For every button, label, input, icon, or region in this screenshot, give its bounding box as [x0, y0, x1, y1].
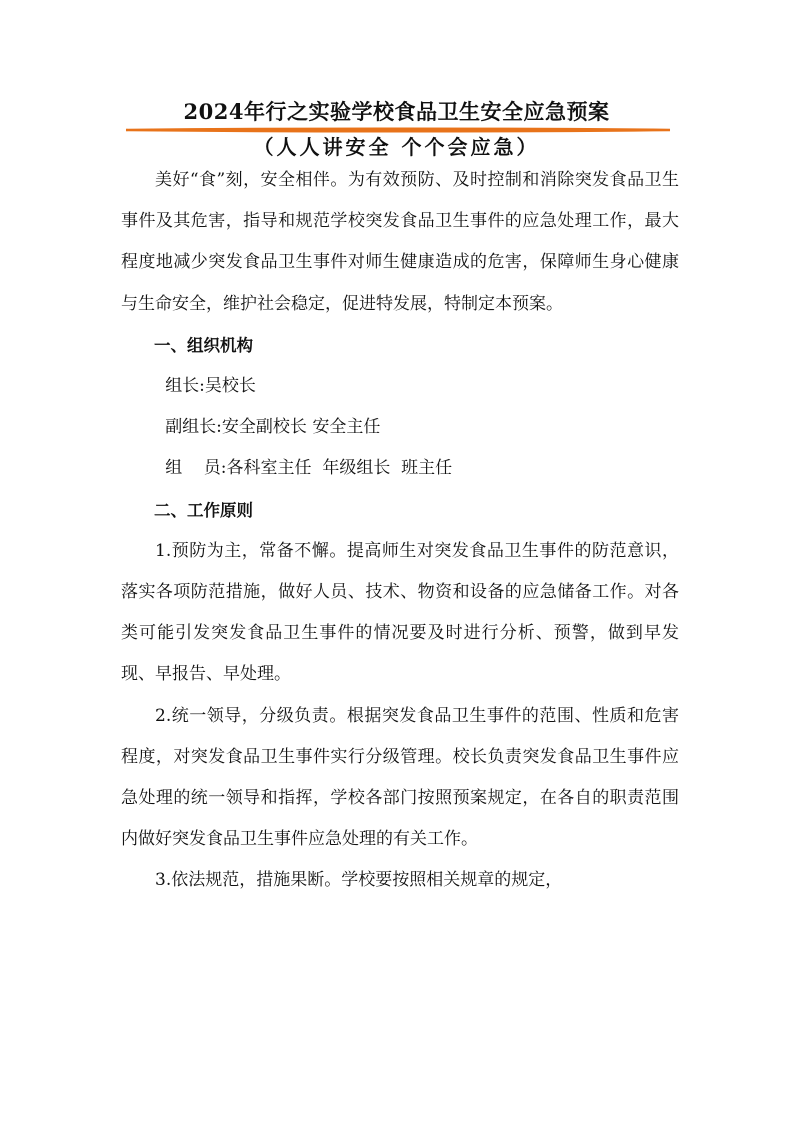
intro-paragraph: 美好“食”刻，安全相伴。为有效预防、及时控制和消除突发食品卫生事件及其危害，指导和规范学校突发食品卫生事件的应急处理工作，最大程度地减少突发食品卫生事件对师生健康造成的危害，保障师生身心健康与生命安全，维护社会稳定，促进特发展，特制定本预案。 [121, 170, 679, 314]
document-title: 2024年行之实验学校食品卫生安全应急预案 [183, 99, 610, 124]
principle-paragraph-3: 3.依法规范，措施果断。学校要按照相关规章的规定， [155, 870, 563, 891]
org-deputy: 副组长:安全副校长 安全主任 [165, 417, 381, 438]
section-heading-principles: 二、工作原则 [154, 500, 253, 520]
org-members: 组 员:各科室主任 年级组长 班主任 [165, 458, 453, 479]
title-underline-stroke [126, 129, 670, 132]
document-subtitle: （人人讲安全 个个会应急） [253, 135, 540, 159]
principle-paragraph-2: 2.统一领导，分级负责。根据突发食品卫生事件的范围、性质和危害程度，对突发食品卫生事件实行分级管理。校长负责突发食品卫生事件应急处理的统一领导和指挥，学校各部门按照预案规定，在各自的职责范围内做好突发食品卫生事件应急处理的有关工作。 [121, 705, 679, 850]
org-leader: 组长:吴校长 [165, 376, 256, 397]
document-body [121, 160, 679, 902]
title-underline [124, 127, 672, 132]
section-heading-organization: 一、组织机构 [154, 335, 253, 355]
principle-paragraph-1: 1.预防为主，常备不懈。提高师生对突发食品卫生事件的防范意识，落实各项防范措施，做好人员、技术、物资和设备的应急储备工作。对各类可能引发突发食品卫生事件的情况要及时进行分析、预警，做到早发现、早报告、早处理。 [121, 540, 679, 685]
